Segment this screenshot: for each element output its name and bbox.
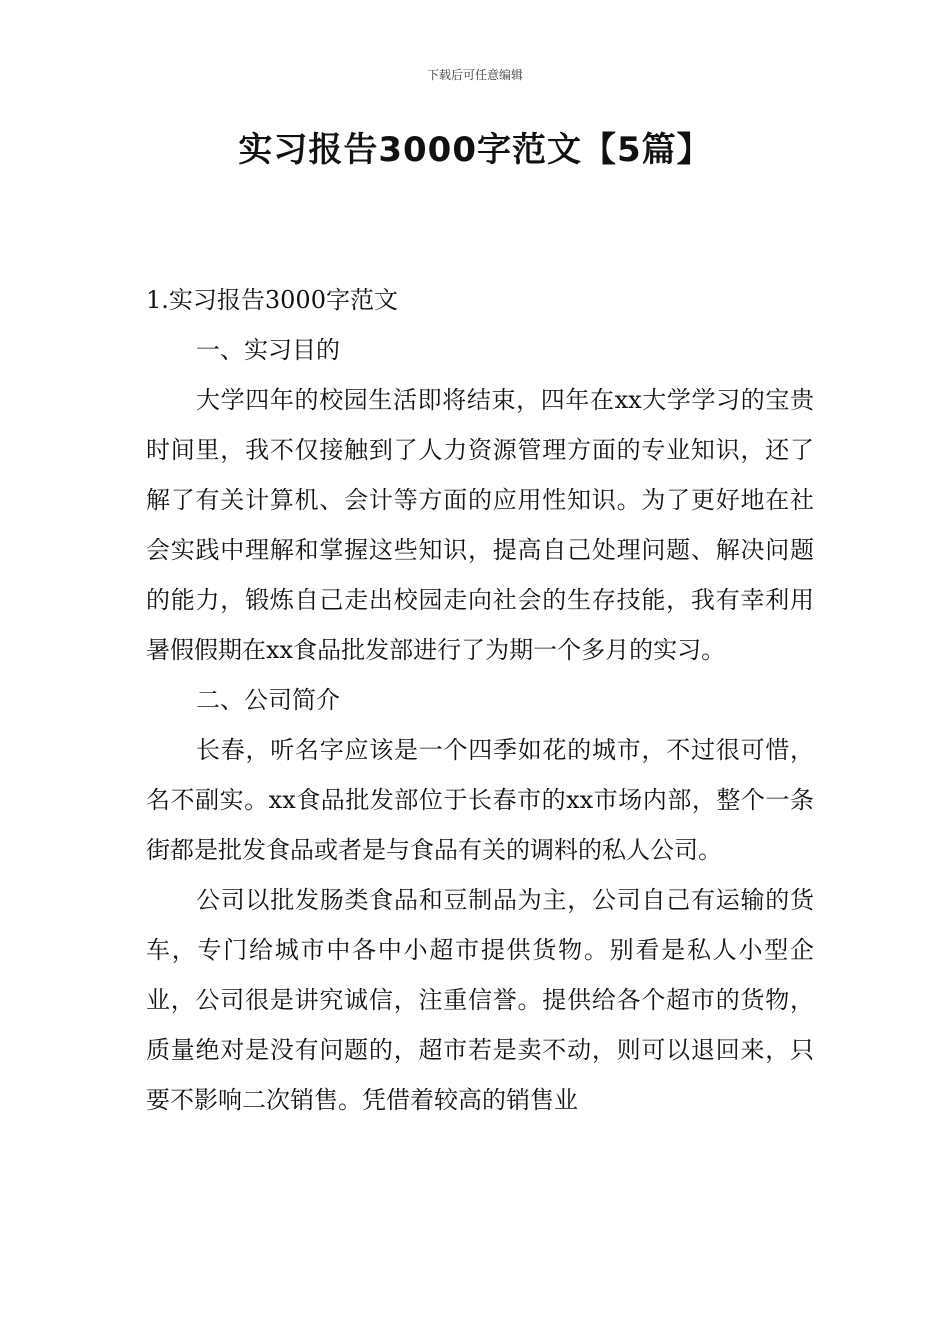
document-body (146, 275, 814, 1125)
paragraph-company: 公司以批发肠类食品和豆制品为主，公司自己有运输的货车，专门给城市中各中小超市提供货物。别看是私人小型企业，公司很是讲究诚信，注重信誉。提供给各个超市的货物，质量绝对是没有问题的，超市若是卖不动，则可以退回来，只要不影响二次销售。凭借着较高的销售业 (146, 886, 814, 1114)
paragraph-purpose: 大学四年的校园生活即将结束，四年在xx大学学习的宝贵时间里，我不仅接触到了人力资源管理方面的专业知识，还了解了有关计算机、会计等方面的应用性知识。为了更好地在社会实践中理解和掌握这些知识，提高自己处理问题、解决问题的能力，锻炼自己走出校园走向社会的生存技能，我有幸利用暑假假期在xx食品批发部进行了为期一个多月的实习。 (146, 386, 814, 664)
document-title: 实习报告3000字范文【5篇】 (238, 130, 712, 170)
heading-purpose: 一、实习目的 (196, 336, 340, 364)
section-title: 1.实习报告3000字范文 (146, 286, 398, 314)
heading-company-intro: 二、公司简介 (196, 686, 340, 714)
header-note: 下载后可任意编辑 (426, 68, 523, 82)
paragraph-city: 长春，听名字应该是一个四季如花的城市，不过很可惜，名不副实。xx食品批发部位于长春市的xx市场内部，整个一条街都是批发食品或者是与食品有关的调料的私人公司。 (146, 736, 814, 864)
